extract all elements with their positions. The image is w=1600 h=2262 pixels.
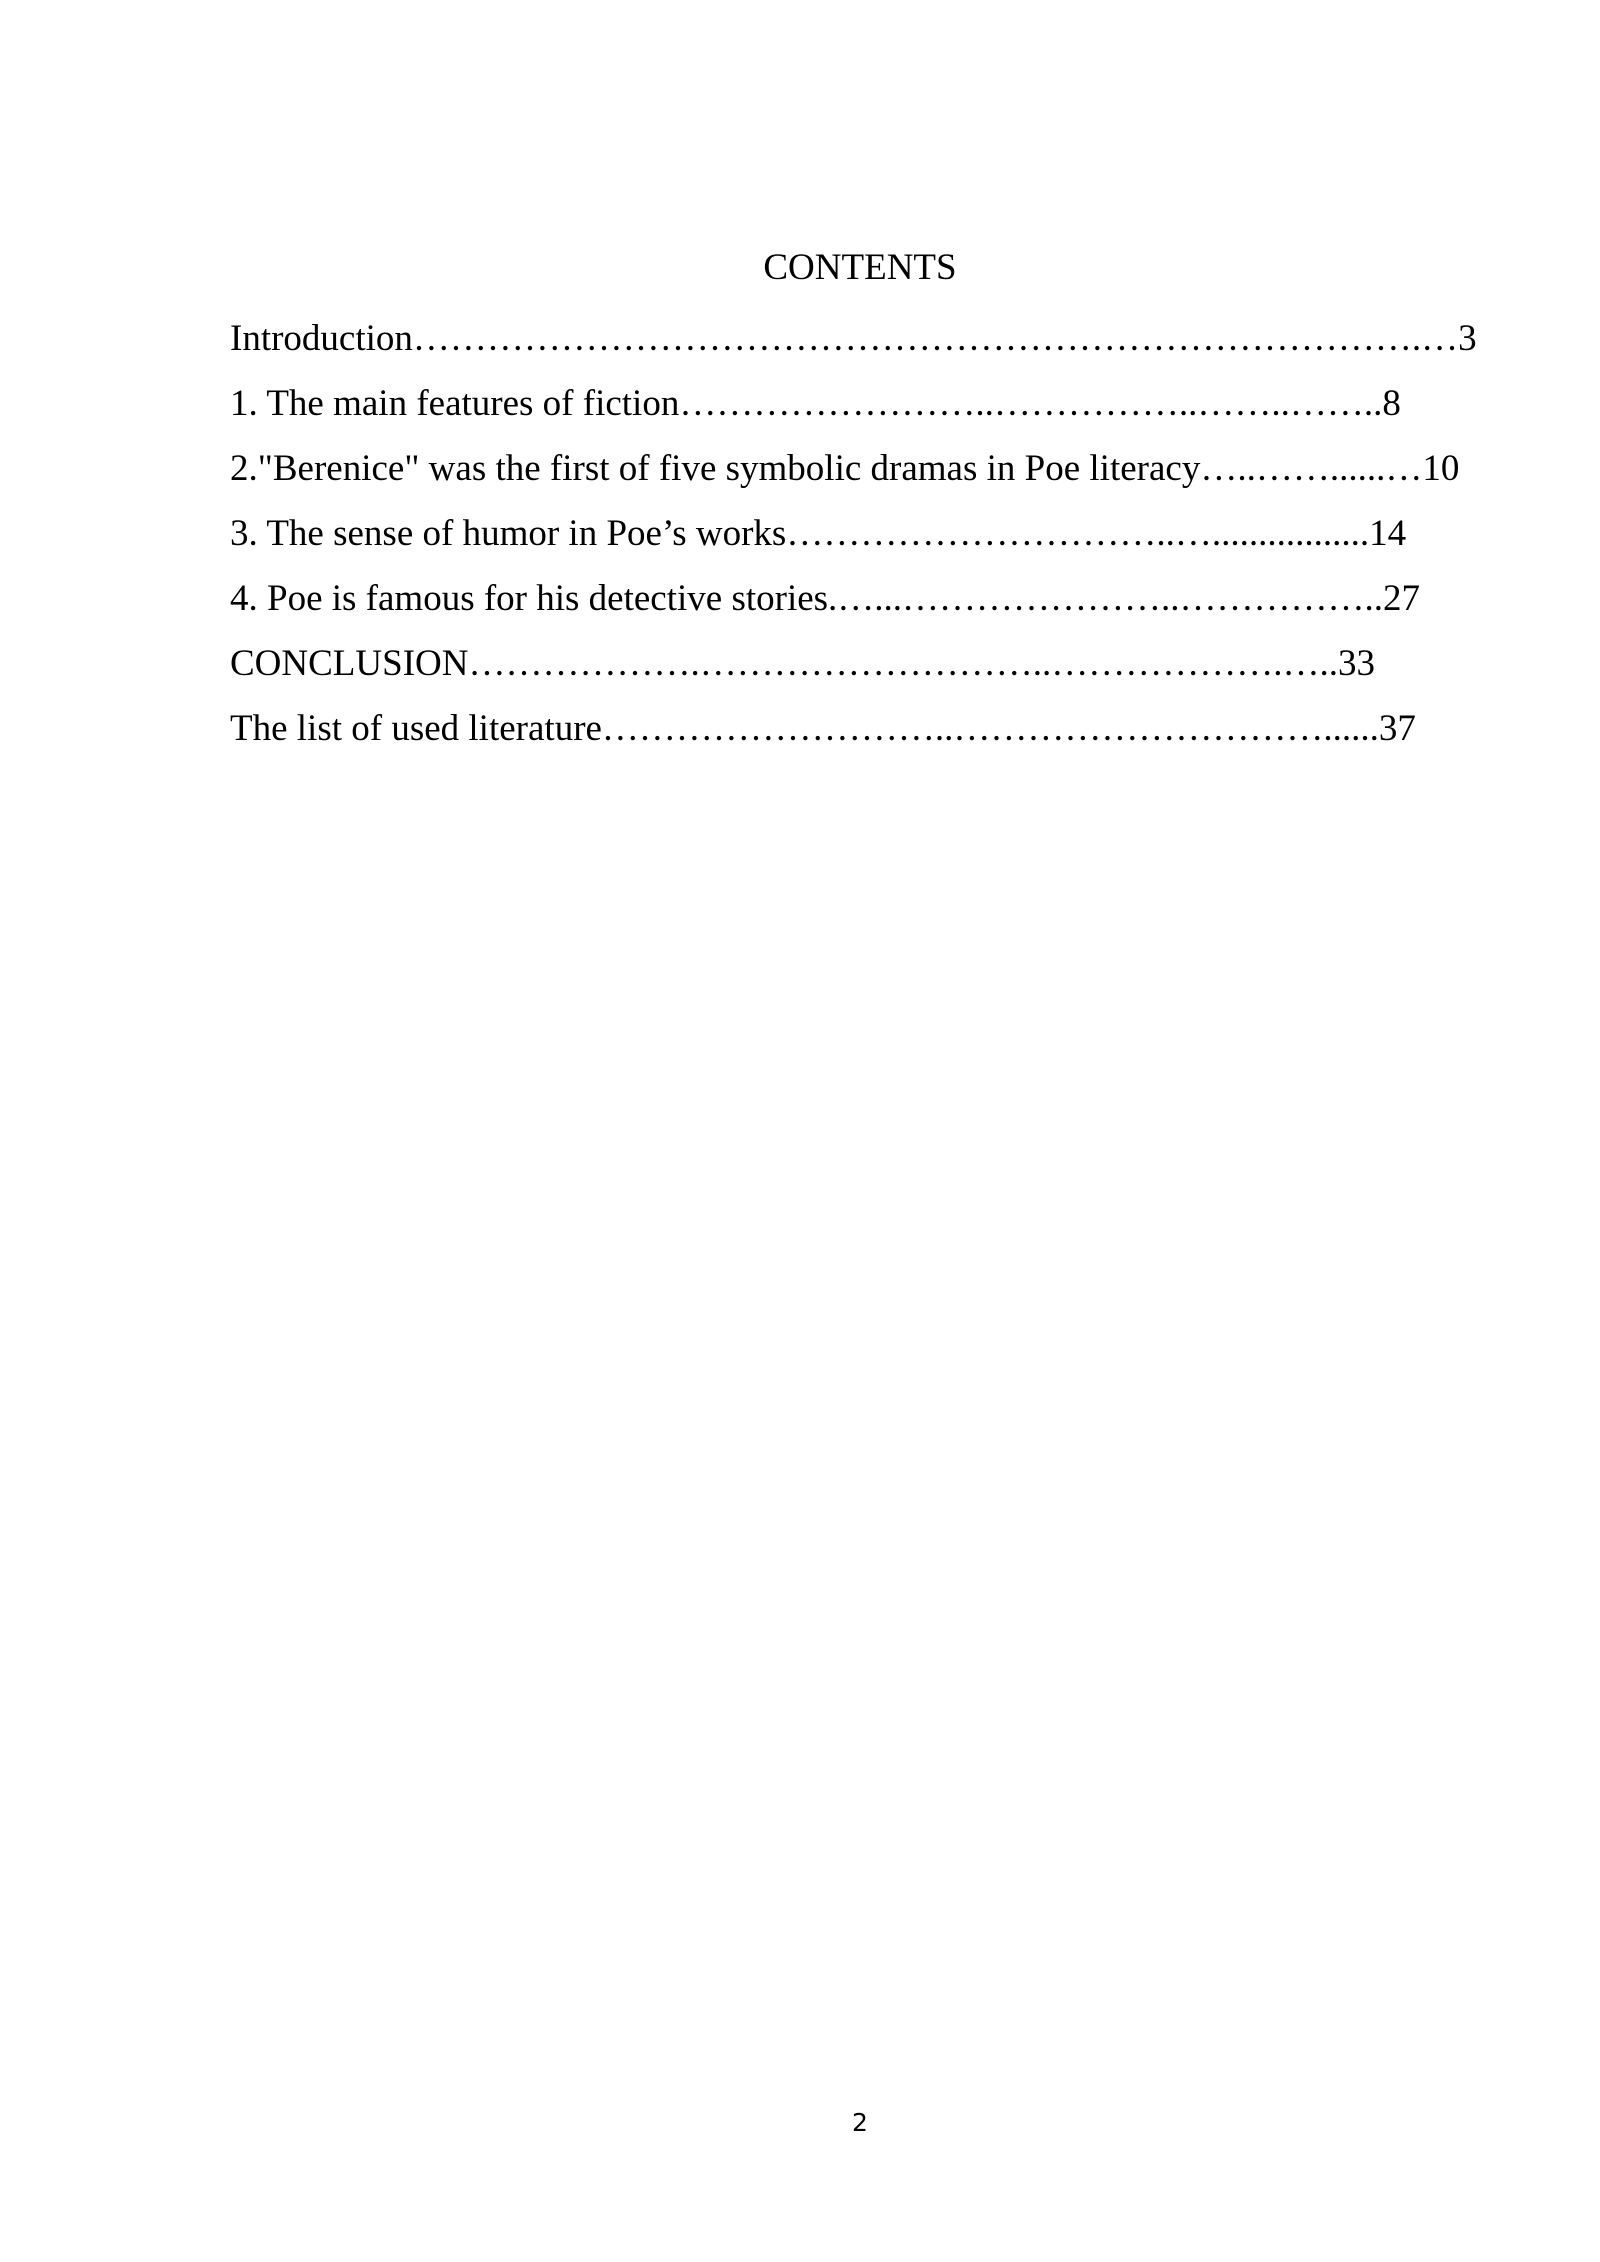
contents-heading: CONTENTS	[763, 247, 957, 288]
toc-entry-conclusion: CONCLUSION……………….………………………..……………….…..33	[230, 643, 1375, 684]
toc-entry-detective-stories: 4. Poe is famous for his detective stories.…...…………………..……………..27	[230, 578, 1421, 619]
page-number: 2	[852, 2108, 868, 2137]
toc-entry-used-literature: The list of used literature………………………..…………………………......37	[230, 708, 1416, 749]
table-of-contents	[230, 306, 1530, 761]
toc-entry-main-features-of-fiction: 1. The main features of fiction……………………..……………..……..……..8	[230, 383, 1401, 424]
toc-entry-berenice: 2."Berenice" was the first of five symbolic dramas in Poe literacy…..……......…10	[230, 448, 1460, 489]
toc-entry-sense-of-humor: 3. The sense of humor in Poe’s works…………………………..….................14	[230, 513, 1407, 554]
toc-entry-introduction: Introduction……………………………………………………………………….…3	[230, 318, 1477, 359]
